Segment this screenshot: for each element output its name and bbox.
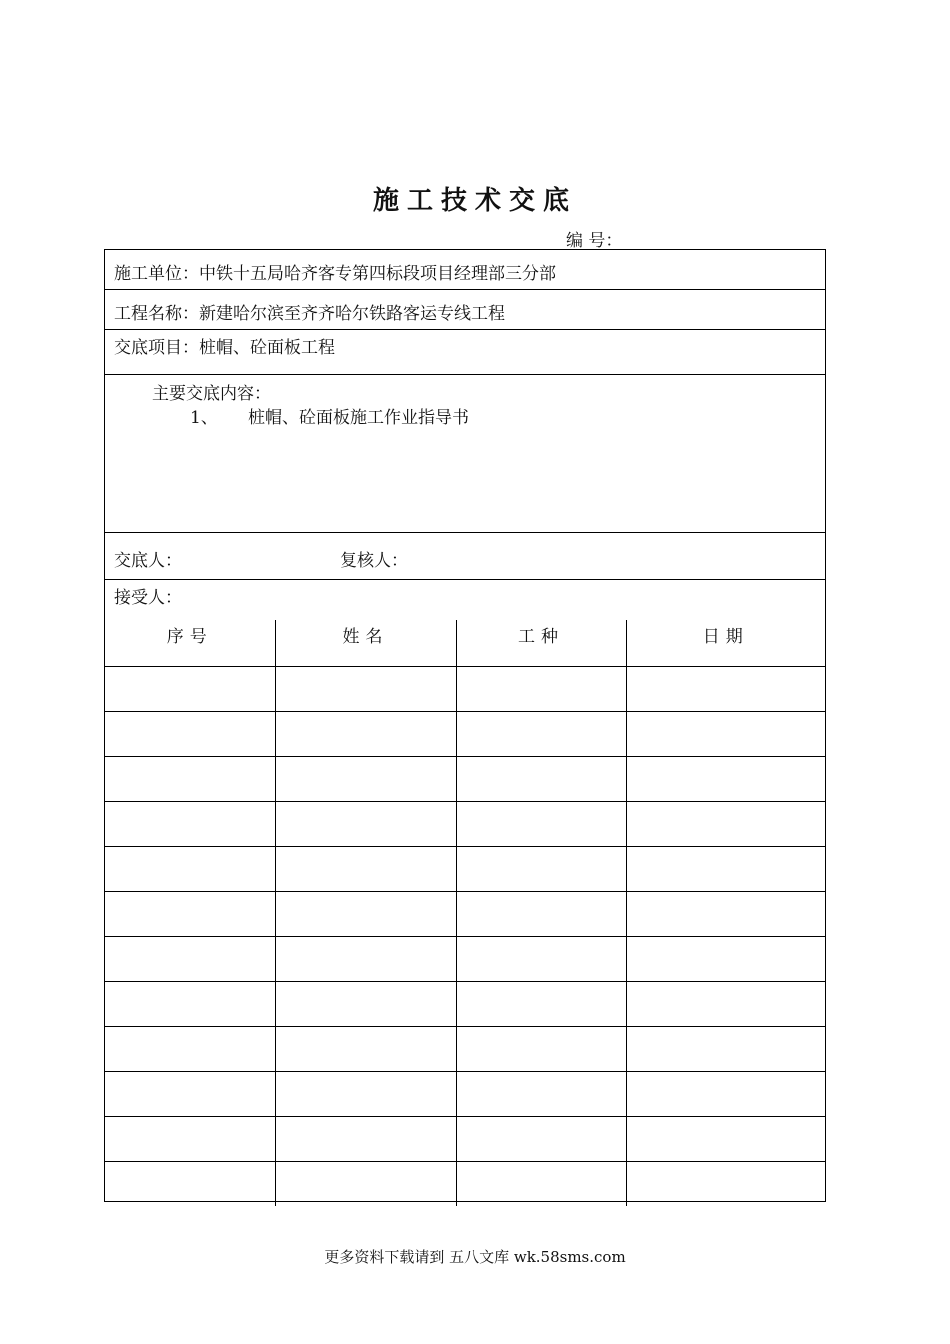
table-cell[interactable]	[626, 1117, 825, 1162]
table-cell[interactable]	[105, 937, 275, 982]
column-header-trade: 工种	[456, 620, 626, 667]
table-cell[interactable]	[456, 937, 626, 982]
presenter-label: 交底人：	[114, 551, 182, 571]
table-cell[interactable]	[456, 802, 626, 847]
table-cell[interactable]	[275, 982, 456, 1027]
table-cell[interactable]	[275, 712, 456, 757]
column-header-serial: 序号	[105, 620, 275, 667]
table-row	[105, 937, 825, 982]
construction-unit: 施工单位：中铁十五局哈齐客专第四标段项目经理部三分部	[114, 264, 556, 284]
table-cell[interactable]	[275, 1117, 456, 1162]
table-cell[interactable]	[456, 1027, 626, 1072]
receiver-label: 接受人：	[114, 588, 182, 608]
table-row	[105, 667, 825, 712]
table-cell[interactable]	[275, 1162, 456, 1207]
project-row	[105, 290, 825, 330]
table-row	[105, 757, 825, 802]
footer-note: 更多资料下载请到 五八文库 wk.58sms.com	[324, 1248, 626, 1266]
table-row	[105, 802, 825, 847]
table-cell[interactable]	[275, 847, 456, 892]
disclosure-item: 交底项目：桩帽、砼面板工程	[114, 338, 335, 358]
table-cell[interactable]	[105, 667, 275, 712]
receiver-table	[105, 620, 825, 1206]
table-cell[interactable]	[456, 892, 626, 937]
table-cell[interactable]	[456, 847, 626, 892]
project-name: 工程名称：新建哈尔滨至齐齐哈尔铁路客运专线工程	[114, 304, 505, 324]
table-cell[interactable]	[626, 1027, 825, 1072]
table-cell[interactable]	[626, 847, 825, 892]
content-section	[105, 375, 825, 533]
table-row	[105, 1117, 825, 1162]
content-item-text: 桩帽、砼面板施工作业指导书	[248, 408, 469, 428]
table-cell[interactable]	[105, 982, 275, 1027]
table-cell[interactable]	[105, 1027, 275, 1072]
table-cell[interactable]	[456, 1072, 626, 1117]
table-cell[interactable]	[456, 1117, 626, 1162]
table-cell[interactable]	[626, 802, 825, 847]
table-row	[105, 847, 825, 892]
table-cell[interactable]	[275, 1027, 456, 1072]
receiver-row	[105, 580, 825, 620]
column-header-date: 日期	[626, 620, 825, 667]
table-body	[105, 667, 825, 1207]
table-header-row	[105, 620, 825, 667]
table-cell[interactable]	[626, 1072, 825, 1117]
reviewer-label: 复核人：	[340, 551, 408, 571]
content-item-number: 1、	[190, 408, 218, 428]
serial-number-label: 编 号：	[566, 231, 623, 251]
table-cell[interactable]	[456, 712, 626, 757]
table-cell[interactable]	[105, 1117, 275, 1162]
table-cell[interactable]	[275, 757, 456, 802]
document-title: 施工技术交底	[372, 186, 577, 216]
table-cell[interactable]	[626, 712, 825, 757]
table-cell[interactable]	[105, 1162, 275, 1207]
table-cell[interactable]	[456, 667, 626, 712]
table-cell[interactable]	[626, 667, 825, 712]
table-cell[interactable]	[456, 1162, 626, 1207]
table-cell[interactable]	[275, 892, 456, 937]
table-cell[interactable]	[626, 1162, 825, 1207]
table-row	[105, 892, 825, 937]
table-cell[interactable]	[105, 712, 275, 757]
signature-row	[105, 533, 825, 580]
table-cell[interactable]	[626, 892, 825, 937]
table-cell[interactable]	[105, 757, 275, 802]
table-cell[interactable]	[456, 757, 626, 802]
table-cell[interactable]	[626, 937, 825, 982]
item-row	[105, 330, 825, 375]
table-cell[interactable]	[105, 892, 275, 937]
table-row	[105, 1027, 825, 1072]
table-cell[interactable]	[275, 667, 456, 712]
content-heading: 主要交底内容：	[152, 384, 271, 404]
disclosure-form	[104, 249, 826, 1202]
table-row	[105, 982, 825, 1027]
table-row	[105, 1072, 825, 1117]
content-item	[190, 403, 469, 428]
table-row	[105, 1162, 825, 1207]
column-header-name: 姓名	[275, 620, 456, 667]
table-cell[interactable]	[105, 847, 275, 892]
table-row	[105, 712, 825, 757]
table-cell[interactable]	[275, 937, 456, 982]
table-cell[interactable]	[456, 982, 626, 1027]
table-cell[interactable]	[105, 802, 275, 847]
unit-row	[105, 250, 825, 290]
table-cell[interactable]	[275, 1072, 456, 1117]
table-cell[interactable]	[626, 982, 825, 1027]
table-cell[interactable]	[626, 757, 825, 802]
table-cell[interactable]	[275, 802, 456, 847]
table-cell[interactable]	[105, 1072, 275, 1117]
